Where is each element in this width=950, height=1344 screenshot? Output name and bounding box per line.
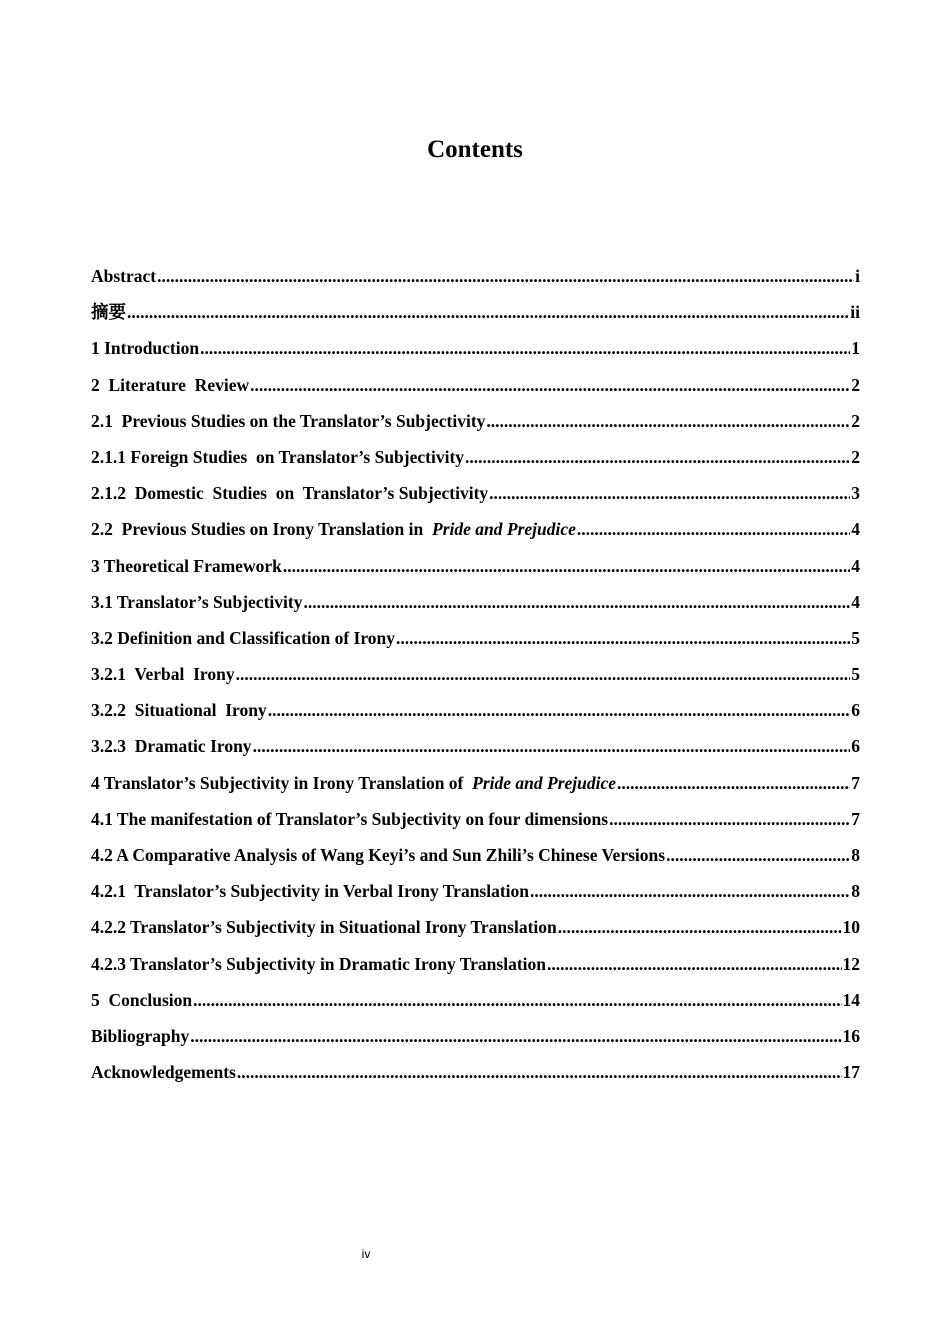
toc-entry-label-text: 3.1 Translator’s Subjectivity — [91, 591, 303, 612]
toc-entry-label-text: 4.2 A Comparative Analysis of Wang Keyi’s and Sun Zhili’s Chinese Versions — [91, 845, 666, 865]
toc-entry-page-number: 4 — [851, 519, 860, 540]
toc-entry[interactable] — [91, 988, 860, 1024]
toc-entry-label-text: 2.1.1 Foreign Studies on Translator’s Subjectivity — [91, 446, 465, 467]
toc-entry-label — [91, 1024, 189, 1048]
toc-dot-leader — [268, 698, 851, 722]
toc-dot-leader — [283, 554, 850, 578]
toc-entry-label — [91, 336, 199, 360]
toc-entry[interactable] — [91, 698, 860, 734]
toc-entry[interactable] — [91, 626, 860, 662]
toc-dot-leader — [250, 373, 850, 397]
toc-entry-label-text: Abstract — [91, 266, 157, 286]
toc-entry-label — [91, 481, 488, 505]
toc-entry-label — [91, 988, 192, 1012]
toc-entry-page-number: 3 — [851, 483, 860, 504]
toc-entry-label — [91, 300, 126, 324]
toc-entry-label — [91, 915, 557, 939]
toc-entry[interactable] — [91, 1024, 860, 1060]
toc-entry-label — [91, 734, 252, 758]
toc-entry[interactable] — [91, 952, 860, 988]
toc-entry-label — [91, 590, 302, 614]
toc-entry[interactable] — [91, 300, 860, 336]
toc-entry-label-text: 4.2.3 Translator’s Subjectivity in Dramatic Irony Translation — [91, 953, 546, 974]
toc-entry-page-number: 2 — [851, 374, 860, 395]
toc-entry[interactable] — [91, 481, 860, 517]
toc-entry-label-text: 3.2.1 Verbal Irony — [91, 664, 235, 685]
toc-entry-label-text: 4.1 The manifestation of Translator’s Subjectivity on four dimensions — [91, 808, 609, 829]
toc-entry-label-text: 3.2.3 Dramatic Irony — [91, 736, 252, 757]
toc-entry-label-text: 4 Translator’s Subjectivity in Irony Translation of — [91, 772, 473, 793]
toc-entry-label-text: Bibliography — [91, 1025, 190, 1046]
toc-entry-page-number: 2 — [851, 410, 860, 431]
toc-dot-leader — [396, 626, 850, 650]
toc-entry-label-text: 4.2.2 Translator’s Subjectivity in Situational Irony Translation — [91, 917, 557, 938]
toc-entry-page-number: 7 — [851, 808, 860, 829]
toc-entry-page-number: 8 — [851, 845, 860, 865]
toc-entry[interactable] — [91, 373, 860, 409]
toc-entry[interactable] — [91, 771, 860, 807]
toc-entry-label — [91, 843, 665, 867]
toc-entry-page-number: 12 — [842, 953, 860, 974]
toc-entry-page-number: 4 — [851, 555, 860, 576]
toc-entry-label-text: 摘要 — [91, 302, 126, 323]
toc-entry[interactable] — [91, 879, 860, 915]
toc-entry-label — [91, 264, 156, 288]
toc-entry-page-number: 4 — [851, 591, 860, 612]
toc-entry-page-number: 5 — [851, 664, 860, 685]
toc-dot-leader — [666, 843, 850, 867]
toc-entry-label-text: 2.1 Previous Studies on the Translator’s Subjectivity — [91, 410, 486, 431]
toc-entry[interactable] — [91, 409, 860, 445]
toc-entry-page-number: ii — [850, 302, 860, 323]
toc-dot-leader — [617, 771, 850, 795]
toc-dot-leader — [486, 409, 850, 433]
toc-entry-label — [91, 698, 267, 722]
toc-dot-leader — [157, 264, 854, 288]
toc-entry-label-text: 3.2 Definition and Classification of Irony — [91, 627, 396, 648]
toc-entry[interactable] — [91, 590, 860, 626]
toc-entry-label — [91, 879, 529, 903]
toc-entry-label-text: 1 Introduction — [91, 338, 200, 359]
toc-entry-label — [91, 771, 616, 795]
toc-dot-leader — [190, 1024, 841, 1048]
toc-entry[interactable] — [91, 264, 860, 300]
toc-entry-label — [91, 626, 395, 650]
toc-entry[interactable] — [91, 843, 860, 879]
toc-dot-leader — [577, 517, 850, 541]
toc-entry-label — [91, 1060, 236, 1084]
toc-entry[interactable] — [91, 915, 860, 951]
toc-entry[interactable] — [91, 445, 860, 481]
toc-entry[interactable] — [91, 336, 860, 372]
toc-entry-label — [91, 807, 608, 831]
toc-entry-page-number: 6 — [851, 736, 860, 757]
toc-entry-page-number: 2 — [851, 446, 860, 467]
toc-dot-leader — [489, 481, 850, 505]
toc-dot-leader — [547, 952, 842, 976]
toc-dot-leader — [237, 1060, 842, 1084]
toc-dot-leader — [558, 915, 842, 939]
toc-entry-label — [91, 409, 485, 433]
toc-entry-label-text: Acknowledgements — [91, 1062, 236, 1083]
table-of-contents — [91, 264, 860, 1096]
toc-entry-label-text: 4.2.1 Translator’s Subjectivity in Verbal Irony Translation — [91, 881, 530, 902]
toc-entry-label-text: 3.2.2 Situational Irony — [91, 700, 267, 721]
toc-entry-label-text: 2.1.2 Domestic Studies on Translator’s Subjectivity — [91, 483, 489, 504]
page-title: Contents — [427, 136, 523, 163]
toc-entry-label-text: 2 Literature Review — [91, 374, 250, 395]
toc-dot-leader — [609, 807, 850, 831]
toc-entry-label — [91, 662, 235, 686]
toc-entry[interactable] — [91, 734, 860, 770]
toc-dot-leader — [303, 590, 850, 614]
toc-dot-leader — [193, 988, 841, 1012]
toc-entry-page-number: 1 — [851, 338, 860, 359]
toc-entry[interactable] — [91, 662, 860, 698]
toc-entry-label — [91, 554, 282, 578]
toc-entry[interactable] — [91, 807, 860, 843]
toc-entry[interactable] — [91, 517, 860, 553]
toc-dot-leader — [253, 734, 851, 758]
toc-entry-label-text: 3 Theoretical Framework — [91, 555, 282, 576]
toc-entry-page-number: 10 — [842, 917, 860, 938]
toc-entry-label-text: 2.2 Previous Studies on Irony Translation in — [91, 519, 433, 540]
toc-entry-page-number: 5 — [851, 627, 860, 648]
toc-entry-page-number: 6 — [851, 700, 860, 721]
toc-entry-page-number: i — [855, 266, 860, 286]
toc-entry[interactable] — [91, 554, 860, 590]
toc-dot-leader — [200, 336, 850, 360]
toc-entry-page-number: 17 — [842, 1062, 860, 1083]
toc-entry[interactable] — [91, 1060, 860, 1096]
page-number: iv — [361, 1247, 371, 1261]
toc-entry-page-number: 7 — [851, 772, 860, 793]
toc-entry-page-number: 14 — [842, 989, 860, 1010]
toc-entry-label-text: 5 Conclusion — [91, 989, 193, 1010]
toc-dot-leader — [530, 879, 850, 903]
toc-entry-page-number: 16 — [842, 1025, 860, 1046]
toc-entry-label — [91, 517, 576, 541]
toc-entry-label — [91, 952, 546, 976]
toc-entry-page-number: 8 — [851, 881, 860, 902]
toc-entry-label-italic: Pride and Prejudice — [472, 772, 617, 793]
toc-dot-leader — [127, 300, 849, 324]
toc-dot-leader — [236, 662, 851, 686]
toc-entry-label — [91, 445, 464, 469]
toc-entry-label-italic: Pride and Prejudice — [432, 519, 576, 540]
toc-dot-leader — [465, 445, 850, 469]
toc-entry-label — [91, 373, 249, 397]
